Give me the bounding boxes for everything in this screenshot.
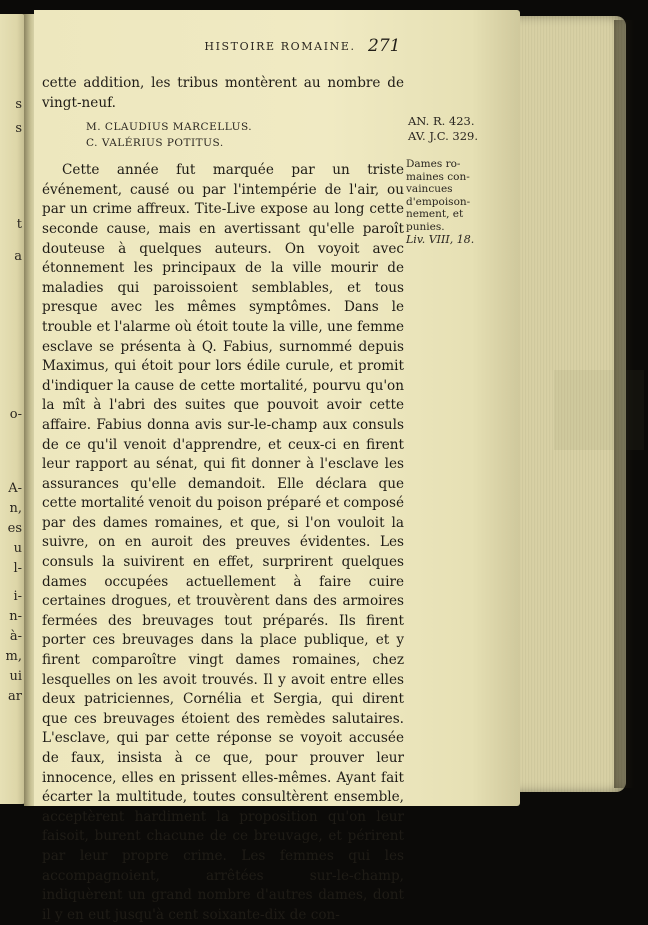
fragment: i- [13,589,22,604]
fragment: s [15,121,22,136]
fragment: s [15,97,22,112]
margin-date [408,114,488,144]
fragment: ar [8,689,22,704]
running-title: HISTOIRE ROMAINE. [204,40,356,53]
left-page-fragments [0,14,26,804]
fragment: a [14,249,22,264]
opening-lines: cette addition, les tribus montèrent au nombre de vingt-neuf. [42,75,404,111]
consuls-block [86,119,404,151]
fragment: o- [9,407,22,422]
fragment: es [7,521,22,536]
consul-2: C. VALÉRIUS POTITUS. [86,137,224,150]
fragment: A- [8,481,22,496]
fragment: u [13,541,22,556]
fragment: m, [5,649,22,664]
page-number: 271 [368,36,401,56]
note-line: vaincues [406,183,453,195]
fragment: l- [13,561,22,576]
main-paragraph: Cette année fut marquée par un triste événement, causé ou par l'intempérie de l'air, ou par un crime affreux. Tite-Live expose au long cette seconde cause, mais en avertissant qu'elle paroît douteuse à quelques auteurs. On voyoit avec étonnement les principaux de la ville mourir de maladies qui paroissoient semblables, et tous presque avec les mêmes symptômes. Dans le trouble et l'alarme où étoit toute la ville, une femme esclave se présenta à Q. Fabius, surnommé depuis Maximus, qui étoit pour lors édile curule, et promit d'indiquer la cause de cette mortalité, pourvu qu'on la mît à l'abri des suites que pouvoit avoir cette affaire. Fabius donna avis sur-le-champ aux consuls de ce qu'il venoit d'apprendre, et ceux-ci en firent leur rapport au sénat, qui fit donner à l'esclave les assurances qu'elle demandoit. Elle déclara que cette mortalité venoit du poison préparé et composé par des dames romaines, et que, si l'on vouloit la suivre, on en auroit des preuves évidentes. Les consuls la suivirent en effet, surprirent quelques dames occupées actuellement à faire cuire certaines drogues, et trouvèrent dans des armoires fermées des breuvages tout préparés. Ils firent porter ces breuvages dans la place publique, et y firent comparoître vingt dames romaines, chez lesquelles on les avoit trouvés. Il y avoit entre elles deux patriciennes, Cornélia et Sergia, qui dirent que ces breuvages étoient des remèdes salutaires. L'esclave, qui par cette réponse se voyoit accusée de faux, insista à ce que, pour prouver leur innocence, elles en prissent elles-mêmes. Ayant fait écarter la multitude, toutes consultèrent ensemble, acceptèrent hardiment la proposition qu'on leur faisoit, burent chacune de ce breuvage, et périrent par leur propre crime. Les femmes qui les accompagnoient, arrêtées sur-le-champ, indiquèrent un grand nombre d'autres dames, dont il y en eut jusqu'à cent soixante-dix de con- [42,162,404,923]
fragment: t [16,217,22,232]
body-text [42,74,404,925]
fragment: n- [9,609,22,624]
bleed-through [554,370,644,450]
year-an: AN. R. 423. [408,114,475,128]
livy-reference: Liv. VIII, 18. [406,233,475,246]
fragment: à- [9,629,22,644]
margin-note [406,158,486,247]
note-line: punies. [406,220,445,233]
note-line: nement, et [406,208,464,220]
consul-1: M. CLAUDIUS MARCELLUS. [86,121,253,134]
note-line: Dames ro- [406,158,461,170]
note-line: d'empoison- [406,195,471,208]
fragment: ui [9,669,22,684]
fragment: n, [9,501,22,516]
year-av: AV. J.C. 329. [408,129,479,143]
note-line: maines con- [406,170,470,183]
